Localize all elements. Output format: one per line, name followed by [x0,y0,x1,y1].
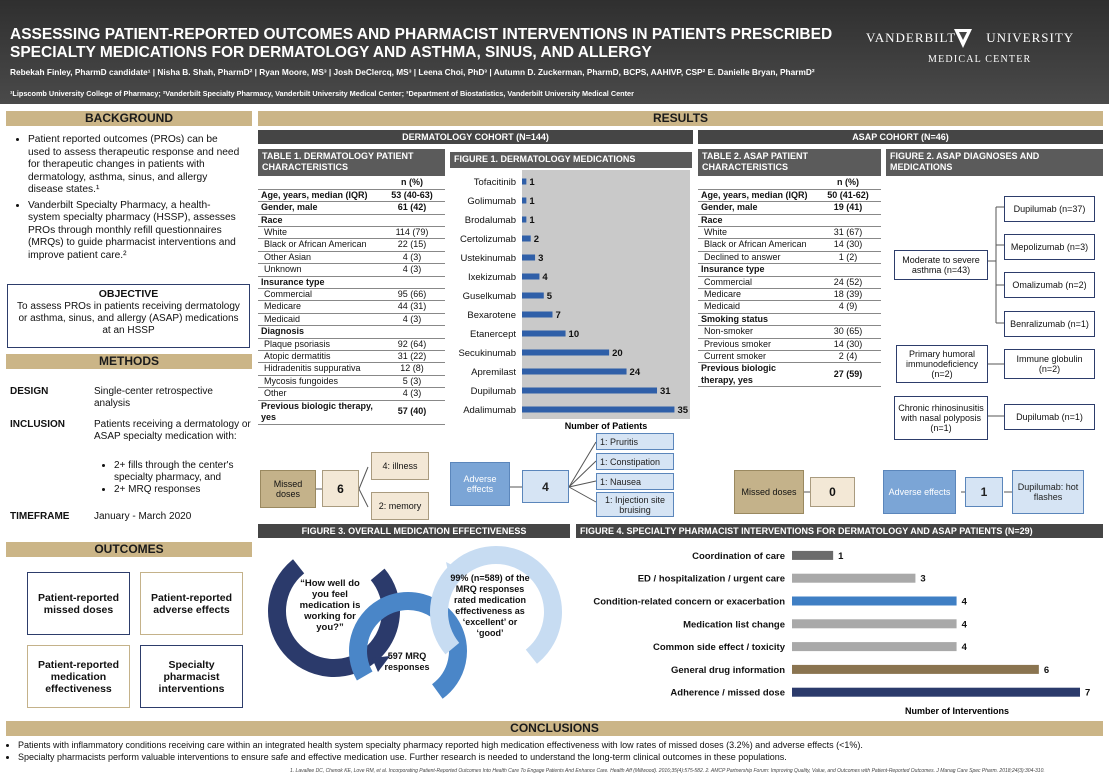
category-label: Etanercept [470,329,516,340]
background-bullet: • Patient reported outcomes (PROs) can be used to assess therapeutic response and need for therapeutic changes in patients with dermatology, asthma, sinus, and allergy disease states.¹ [28,134,242,197]
table-row [698,227,881,239]
asap-cohort-heading: ASAP COHORT (N=46) [698,130,1103,144]
table-cell-value: 53 (40-63) [379,189,445,201]
table-row [258,388,445,400]
table-cell-label: Medicare [258,301,379,313]
derm-ae-item: 1: Pruritis [596,433,674,450]
table-cell-value: 4 (3) [379,251,445,263]
table-row [258,189,445,201]
table-cell-label: Hidradenitis suppurativa [258,363,379,375]
table-cell-label: Current smoker [698,351,815,363]
data-bar [522,369,627,375]
category-label: Certolizumab [460,234,516,245]
table-cell-label: Non-smoker [698,326,815,338]
table-cell-label: Gender, male [258,202,379,214]
objective-box [7,284,250,348]
outcome-effectiveness: Patient-reported medication effectiveness [27,645,130,708]
table-cell-label: Other Asian [258,251,379,263]
table-cell-value: 1 (2) [815,251,881,263]
table-cell-value: 4 (3) [379,313,445,325]
background-bullet: • Vanderbilt Specialty Pharmacy, a health-system specialty pharmacy (HSSP), assesses PROs through monthly refill questionnaires (MRQs) to guide pharmacist interventions and improve patient care.² [28,200,242,263]
table-cell-value: 95 (66) [379,289,445,301]
inclusion-bullet: • 2+ MRQ responses [114,484,254,496]
table-cell-value: 4 (3) [379,388,445,400]
inclusion-bullet: • 2+ fills through the center's specialty pharmacy, and [114,460,254,484]
table-cell-value: 30 (65) [815,326,881,338]
table-cell-value: 12 (8) [379,363,445,375]
outcomes-heading: OUTCOMES [6,542,252,557]
table-cell-value: 19 (41) [815,202,881,214]
value-label: 7 [555,310,561,321]
table-cell-value: 22 (15) [379,239,445,251]
table-row [258,289,445,301]
value-label: 1 [529,215,535,226]
table-cell-label: Race [698,214,815,226]
category-label: Tofacitinib [473,177,516,188]
table-cell-label: Medicaid [258,313,379,325]
value-label: 35 [677,405,689,416]
table-cell-value [815,313,881,325]
table-row [698,276,881,288]
derm-ae-item: 1: Nausea [596,473,674,490]
value-label: 4 [961,596,967,608]
data-bar [522,217,526,223]
table-cell-value: 27 (59) [815,363,881,387]
table-cell-label: Medicaid [698,301,815,313]
table2-title: TABLE 2. ASAP PATIENT CHARACTERISTICS [698,149,881,176]
table-row [258,400,445,424]
table-cell-label: Previous biologic therapy, yes [258,400,379,424]
value-label: 31 [660,386,671,397]
category-label: Adalimumab [463,405,516,416]
objective-heading: OBJECTIVE [98,288,159,300]
value-label: 1 [529,196,535,207]
asap-med-box: Immune globulin (n=2) [1004,349,1095,379]
category-label: Brodalumab [464,215,516,226]
table-header-cell: n (%) [815,177,881,189]
figure1-title: FIGURE 1. DERMATOLOGY MEDICATIONS [450,152,692,168]
table-row [258,251,445,263]
conclusion-bullet: • Specialty pharmacists perform valuable interventions to ensure safe and effective medication use. Further research is needed to understand the long-term clinical outcomes in these populations. [18,751,1103,763]
asap-med-box: Benralizumab (n=1) [1004,311,1095,337]
inclusion-list [108,460,254,496]
table2-grid [698,177,881,387]
background-heading: BACKGROUND [6,111,252,126]
x-axis-label: Number of Patients [564,421,648,431]
data-bar [792,619,957,628]
data-bar [792,597,957,606]
table-cell-label: Commercial [258,289,379,301]
table-cell-value: 14 (30) [815,239,881,251]
figure3-result: 99% (n=589) of the MRQ responses rated medication effectiveness as ‘excellent’ or ‘good’ [450,573,530,638]
value-label: 4 [961,619,967,631]
objective-text: To assess PROs in patients receiving dermatology or asthma, sinus, and allergy (ASAP) medications at an HSSP [17,301,240,336]
derm-ae-count: 4 [522,470,569,503]
table-cell-value: 14 (30) [815,338,881,350]
value-label: 2 [533,234,540,245]
data-bar [792,574,915,583]
table-cell-value [379,326,445,338]
table-cell-label: Unknown [258,264,379,276]
asap-dx-immunodeficiency: Primary humoral immunodeficiency (n=2) [896,345,988,383]
category-label: Golimumab [467,196,516,207]
category-label: Adherence / missed dose [670,687,785,699]
category-label: General drug information [670,664,785,676]
table-cell-value [815,264,881,276]
design-text: Single-center retrospective analysis [94,386,213,409]
data-bar [792,665,1039,674]
table-row [258,301,445,313]
table-cell-label: Previous biologic therapy, yes [698,363,815,387]
table-cell-value [379,214,445,226]
figure1-chart [448,170,694,434]
table-row [258,239,445,251]
category-label: Coordination of care [692,550,785,562]
data-bar [792,551,833,560]
table-cell-label: Medicare [698,289,815,301]
derm-ae-item: 1: Constipation [596,453,674,470]
value-label: 1 [529,177,535,188]
design-label: DESIGN [10,386,49,397]
category-label: Condition-related concern or exacerbation [593,596,785,608]
table-cell-value: 2 (4) [815,351,881,363]
asap-ae-detail: Dupilumab: hot flashes [1012,470,1084,514]
table-cell-label: Diagnosis [258,326,379,338]
data-bar [792,642,957,651]
category-label: ED / hospitalization / urgent care [637,573,785,585]
table-cell-value: 61 (42) [379,202,445,214]
table-row [258,375,445,387]
derm-adverse-effects-box: Adverse effects [450,462,510,506]
table-row [698,264,881,276]
table-cell-label: Mycosis fungoides [258,375,379,387]
logo-text-medical-center: MEDICAL CENTER [928,54,1032,65]
table-cell-value: 31 (22) [379,351,445,363]
table-header-cell [698,177,815,189]
table-row [258,338,445,350]
conclusion-bullet: • Patients with inflammatory conditions receiving care within an integrated health system specialty pharmacy reported high medication effectiveness with low rates of missed doses (3.2%) and adverse effects (<1%). [18,739,1103,751]
category-label: Apremilast [471,367,516,378]
asap-missed-count: 0 [810,477,855,507]
asap-missed-doses-box: Missed doses [734,470,804,514]
author-list: Rebekah Finley, PharmD candidate¹ | Nisha B. Shah, PharmD² | Ryan Moore, MS³ | Josh DeClercq, MS³ | Leena Choi, PhD³ | Autumn D. Zuckerman, PharmD, BCPS, AAHIVP, CSP² E. Danielle Bryan, PharmD² [10,67,815,77]
table-row [258,313,445,325]
table-row [698,338,881,350]
table-row [258,202,445,214]
table1 [258,177,445,425]
figure4-chart [576,540,1103,720]
category-label: Medication list change [683,619,785,631]
value-label: 1 [838,550,844,562]
table-row [698,313,881,325]
table-row [698,214,881,226]
figure3-question: “How well do you feel medication is working for you?” [299,578,361,633]
table-cell-label: Race [258,214,379,226]
table-row [698,189,881,201]
inclusion-label: INCLUSION [10,419,65,430]
table-cell-label: Declined to answer [698,251,815,263]
value-label: 6 [1043,664,1050,676]
value-label: 20 [612,348,623,359]
table-row [258,276,445,288]
table-cell-label: White [258,227,379,239]
table-row [258,363,445,375]
table-row [258,214,445,226]
value-label: 4 [961,642,967,654]
timeframe-label: TIMEFRAME [10,511,70,522]
category-label: Dupilumab [470,386,516,397]
table-cell-label: Previous smoker [698,338,815,350]
category-label: Bexarotene [467,310,516,321]
table-cell-label: Plaque psoriasis [258,338,379,350]
table-cell-label: Commercial [698,276,815,288]
table-cell-value [379,276,445,288]
table-header-cell: n (%) [379,177,445,189]
figure2-title: FIGURE 2. ASAP DIAGNOSES AND MEDICATIONS [886,149,1103,176]
value-label: 10 [568,329,580,340]
table-cell-label: Insurance type [258,276,379,288]
asap-med-box: Dupilumab (n=37) [1004,196,1095,222]
table1-title: TABLE 1. DERMATOLOGY PATIENT CHARACTERISTICS [258,149,445,176]
table-row [698,202,881,214]
data-bar [522,388,657,394]
conclusions-heading: CONCLUSIONS [6,721,1103,736]
figure3-title: FIGURE 3. OVERALL MEDICATION EFFECTIVENESS [258,524,570,538]
conclusions-list [8,739,1103,763]
derm-missed-doses-box: Missed doses [260,470,316,508]
table-cell-value: 50 (41-62) [815,189,881,201]
table-cell-label: Smoking status [698,313,815,325]
table-cell-value: 31 (67) [815,227,881,239]
derm-missed-reason: 4: illness [371,452,429,480]
methods-heading: METHODS [6,354,252,369]
value-label: 4 [542,272,548,283]
table-cell-value [815,214,881,226]
table-header-row [258,177,445,189]
table-header-row [698,177,881,189]
data-bar [522,198,526,204]
table-cell-label: Atopic dermatitis [258,351,379,363]
data-bar [522,331,566,337]
affiliations: ¹Lipscomb University College of Pharmacy; ²Vanderbilt Specialty Pharmacy, Vanderbilt University Medical Center; ³Department of Biostatistics, Vanderbilt University Medical Center [10,89,634,98]
data-bar [522,312,552,318]
asap-dx-rhinosinusitis: Chronic rhinosinusitis with nasal polyposis (n=1) [894,396,988,440]
table-row [698,351,881,363]
data-bar [522,407,674,413]
table-cell-label: Black or African American [258,239,379,251]
table-row [258,326,445,338]
asap-med-box: Omalizumab (n=2) [1004,272,1095,298]
data-bar [522,236,531,242]
figure3-center-text: 597 MRQ responses [384,651,430,672]
asap-ae-count: 1 [965,477,1003,507]
category-label: Common side effect / toxicity [653,642,785,654]
table-row [698,326,881,338]
data-bar [522,350,609,356]
table-row [698,289,881,301]
asap-adverse-effects-box: Adverse effects [883,470,956,514]
table-cell-label: Age, years, median (IQR) [698,189,815,201]
table-row [258,264,445,276]
value-label: 24 [629,367,641,378]
table-cell-value: 114 (79) [379,227,445,239]
table-row [698,301,881,313]
value-label: 3 [920,573,926,585]
asap-dx-asthma: Moderate to severe asthma (n=43) [894,250,988,280]
table-cell-label: Insurance type [698,264,815,276]
value-label: 7 [1085,687,1091,699]
table-row [698,363,881,387]
references: 1. Lavallee DC, Chenok KE, Love RM, et al. Incorporating Patient-Reported Outcomes Into Health Care To Engage Patients And Enhance Care. Health Aff (Millwood). 2016;35(4):575-582. 2. AMCP Partnership Forum: Improving Quality, Value, and Outcomes with Patient-Reported Outcomes. J Manag Care Spec Pharm. 2018;24(3):304-310. [290,768,1045,774]
value-label: 5 [546,291,553,302]
table-cell-value: 57 (40) [379,400,445,424]
data-bar [522,293,544,299]
data-bar [792,688,1080,697]
value-label: 3 [538,253,544,264]
category-label: Secukinumab [458,348,516,359]
outcome-missed-doses: Patient-reported missed doses [27,572,130,635]
table-row [258,351,445,363]
table-cell-label: White [698,227,815,239]
data-bar [522,255,535,261]
derm-ae-item: 1: Injection site bruising [596,492,674,517]
category-label: Ixekizumab [467,272,516,283]
table-cell-label: Other [258,388,379,400]
timeframe-text: January - March 2020 [94,511,192,522]
derm-missed-reason: 2: memory [371,492,429,520]
table-cell-label: Black or African American [698,239,815,251]
vanderbilt-logo-icon [952,27,974,49]
table-row [698,251,881,263]
table-cell-label: Gender, male [698,202,815,214]
asap-med-box: Dupilumab (n=1) [1004,404,1095,430]
outcome-interventions: Specialty pharmacist interventions [140,645,243,708]
derm-cohort-heading: DERMATOLOGY COHORT (N=144) [258,130,693,144]
x-axis-label: Number of Interventions [904,706,1010,716]
outcome-adverse-effects: Patient-reported adverse effects [140,572,243,635]
table-cell-value: 5 (3) [379,375,445,387]
asap-med-box: Mepolizumab (n=3) [1004,234,1095,260]
derm-missed-count: 6 [322,470,359,507]
logo-text-vanderbilt: VANDERBILT UNIVERSITY [866,30,1075,45]
table-header-cell [258,177,379,189]
table-cell-value: 24 (52) [815,276,881,288]
table-cell-value: 18 (39) [815,289,881,301]
figure4-title: FIGURE 4. SPECIALTY PHARMACIST INTERVENTIONS FOR DERMATOLOGY AND ASAP PATIENTS (N=29) [576,524,1103,538]
table1-grid [258,177,445,425]
results-heading: RESULTS [258,111,1103,126]
category-label: Ustekinumab [460,253,516,264]
data-bar [522,274,539,280]
table-cell-value: 4 (3) [379,264,445,276]
table-cell-value: 4 (9) [815,301,881,313]
table-cell-label: Age, years, median (IQR) [258,189,379,201]
table2 [698,177,881,387]
table-row [258,227,445,239]
background-list [14,134,242,265]
table-cell-value: 92 (64) [379,338,445,350]
category-label: Guselkumab [462,291,516,302]
poster-title: ASSESSING PATIENT-REPORTED OUTCOMES AND PHARMACIST INTERVENTIONS IN PATIENTS PRESCRIBED SPECIALTY MEDICATIONS FOR DERMATOLOGY AND ASTHMA, SINUS, AND ALLERGY [10,26,833,61]
table-cell-value: 44 (31) [379,301,445,313]
inclusion-text: Patients receiving a dermatology or ASAP specialty medication with: [94,419,251,442]
table-row [698,239,881,251]
data-bar [522,179,526,185]
